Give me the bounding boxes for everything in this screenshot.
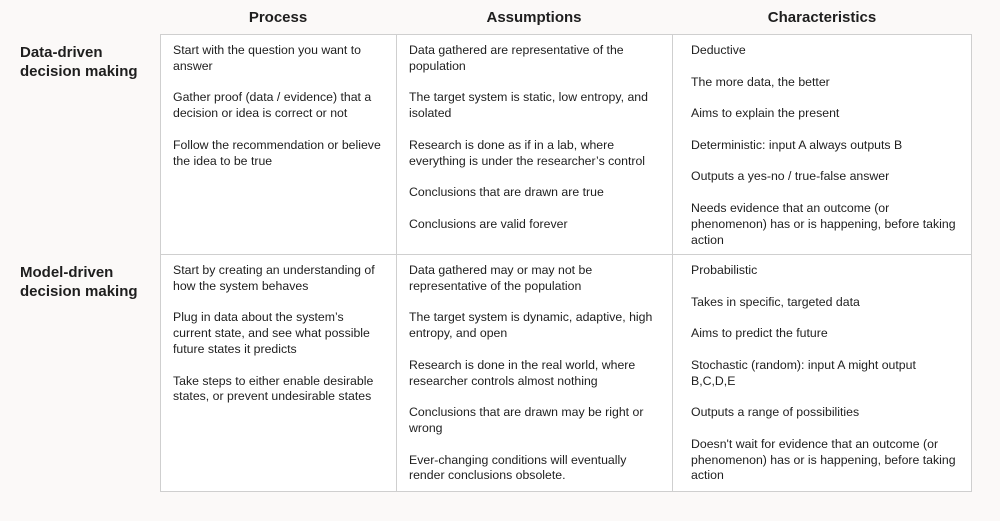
column-divider: [396, 35, 397, 491]
cell-item: Take steps to either enable desirable states, or prevent undesirable states: [173, 373, 374, 404]
cell-model-process: [173, 263, 385, 405]
cell-item: The target system is dynamic, adaptive, high entropy, and open: [409, 310, 653, 341]
cell-item: Outputs a range of possibilities: [691, 405, 860, 420]
cell-item: Deductive: [691, 43, 746, 57]
row-label-line: decision making: [20, 63, 138, 80]
cell-item: Doesn't wait for evidence that an outcome (or phenomenon) has or is happening, before taking action: [691, 436, 956, 483]
row-label-line: Data-driven: [20, 44, 103, 61]
row-label-line: decision making: [20, 283, 138, 300]
cell-item: Outputs a yes-no / true-false answer: [691, 169, 890, 184]
cell-item: Takes in specific, targeted data: [691, 294, 860, 309]
cell-item: Stochastic (random): input A might output B,C,D,E: [691, 357, 916, 388]
cell-item: Research is done as if in a lab, where everything is under the researcher’s control: [409, 137, 646, 168]
cell-item: Conclusions that are drawn may be right or wrong: [409, 405, 644, 435]
cell-data-characteristics: [691, 43, 963, 248]
column-divider: [672, 35, 673, 491]
row-divider: [161, 254, 971, 255]
cell-item: Data gathered are representative of the population: [409, 43, 624, 73]
cell-item: Gather proof (data / evidence) that a decision or idea is correct or not: [173, 90, 372, 121]
header-assumptions: Assumptions: [486, 9, 582, 26]
row-label-line: Model-driven: [20, 264, 114, 281]
cell-item: Needs evidence that an outcome (or phenomenon) has or is happening, before taking action: [691, 200, 956, 247]
row-label-model-driven: [20, 263, 138, 301]
cell-item: Deterministic: input A always outputs B: [691, 137, 903, 152]
cell-item: Ever-changing conditions will eventually render conclusions obsolete.: [409, 452, 627, 483]
comparison-table: [160, 34, 972, 492]
cell-model-assumptions: [409, 263, 661, 484]
cell-item: Conclusions are valid forever: [409, 216, 568, 231]
cell-item: Aims to predict the future: [691, 326, 828, 341]
cell-model-characteristics: [691, 263, 963, 484]
header-characteristics: Characteristics: [767, 9, 877, 26]
cell-item: Conclusions that are drawn are true: [409, 185, 604, 200]
cell-item: Start with the question you want to answer: [173, 43, 361, 73]
cell-item: Probabilistic: [691, 263, 758, 277]
cell-data-assumptions: [409, 43, 661, 233]
cell-item: Plug in data about the system’s current state, and see what possible future states it predicts: [173, 310, 370, 356]
row-label-data-driven: [20, 43, 138, 81]
cell-item: Research is done in the real world, where researcher controls almost nothing: [409, 357, 636, 388]
cell-item: Start by creating an understanding of how the system behaves: [173, 263, 375, 293]
cell-item: The more data, the better: [691, 74, 830, 89]
cell-item: Data gathered may or may not be representative of the population: [409, 263, 593, 293]
cell-data-process: [173, 43, 385, 169]
cell-item: The target system is static, low entropy, and isolated: [409, 90, 648, 121]
cell-item: Aims to explain the present: [691, 106, 840, 121]
cell-item: Follow the recommendation or believe the idea to be true: [173, 137, 381, 168]
header-process: Process: [248, 9, 308, 26]
